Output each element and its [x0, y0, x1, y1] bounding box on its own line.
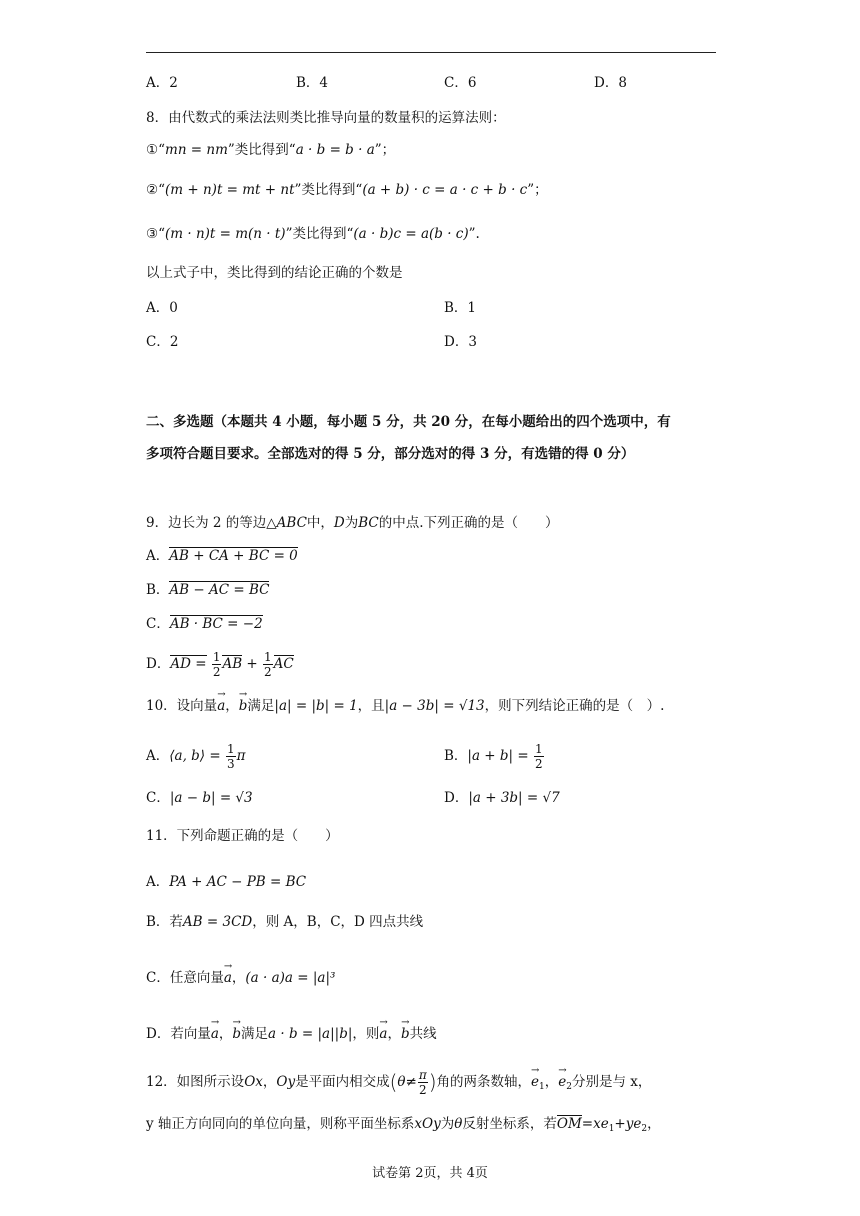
q9-stem-a: 9．边长为 2 的等边 — [146, 515, 267, 531]
q7-option-d: D．8 — [594, 75, 627, 91]
q8-item-1-a: ①“ — [146, 142, 166, 158]
q8-option-a: A．0 — [146, 300, 178, 316]
q9-option-d — [146, 650, 294, 679]
q8-item-2-a: ②“ — [146, 182, 166, 198]
q12-line-1 — [146, 1068, 651, 1097]
q10-option-a-label: A． — [146, 748, 170, 764]
section2-heading-line2: 多项符合题目要求。全部选对的得 5 分，部分选对的得 3 分，有选错的得 0 分） — [146, 446, 635, 462]
q11-option-d-expr: a · b = |a||b| — [268, 1026, 353, 1042]
q9-triangle: △ABC — [266, 515, 307, 531]
q10-option-c — [146, 788, 253, 808]
q9-stem — [146, 513, 559, 533]
q12-l2-xoy: xOy — [414, 1116, 441, 1132]
q12-l1-frac — [418, 1068, 428, 1097]
q10-option-d-expr: |a + 3b| = √7 — [468, 790, 560, 806]
q9-segment-bc: BC — [358, 515, 379, 531]
q9-option-d-plus: + — [246, 656, 258, 672]
q7-option-c: C．6 — [444, 75, 477, 91]
q10-stem-g: ，且 — [357, 698, 385, 714]
q10-option-d — [444, 788, 560, 808]
q11-option-c-comma: ， — [231, 970, 246, 986]
q8-item-2-algebra: (m + n)t = mt + nt — [165, 182, 295, 198]
q12-l1-e1: → e — [531, 1072, 539, 1092]
q10-stem-a: 10．设向量 — [146, 698, 218, 714]
q12-l2-om: OM — [556, 1116, 582, 1132]
section2-heading-line1: 二、多选题（本题共 4 小题，每小题 5 分，共 20 分，在每小题给出的四个选项中，有 — [146, 414, 671, 430]
q11-option-c-label: C．任意向量 — [146, 970, 224, 986]
q10-option-b-expr: |a + b| = — [467, 748, 529, 764]
q9-option-b-label: B． — [146, 582, 170, 598]
q12-l1-theta: θ — [397, 1074, 406, 1090]
q9-option-d-ac: AC — [273, 656, 294, 672]
frac-den: 2 — [264, 665, 272, 679]
q11-option-c — [146, 968, 335, 988]
q11-option-b-rest: ，则 A，B，C，D 四点共线 — [252, 914, 424, 930]
q12-l1-i: ， — [544, 1074, 559, 1090]
q8-item-2-c: ”类比得到“ — [294, 182, 363, 198]
q8-item-3 — [146, 224, 480, 244]
q8-item-3-e: ”. — [468, 226, 480, 242]
q11-option-a-label: A． — [146, 874, 170, 890]
q11-stem: 11．下列命题正确的是（ ） — [146, 828, 339, 844]
q12-l1-ox: Ox — [244, 1074, 263, 1090]
q9-option-c-label: C． — [146, 616, 170, 632]
q11-option-d-rest: ，则 — [352, 1026, 380, 1042]
q11-option-d-b: → b — [232, 1024, 241, 1044]
frac-num: 1 — [226, 742, 235, 756]
frac-den: 2 — [212, 665, 221, 679]
q12-l1-e: 是平面内相交成 — [295, 1074, 390, 1090]
q12-l1-neq: ≠ — [405, 1074, 417, 1090]
q12-line-2 — [146, 1114, 661, 1139]
q10-option-a-frac — [226, 742, 236, 771]
q10-vector-b: → b — [239, 696, 248, 716]
q12-l2-xe: xe — [593, 1116, 609, 1132]
q7-option-a: A．2 — [146, 75, 178, 91]
q12-l1-e2-sub: 2 — [566, 1082, 573, 1092]
q11-option-a — [146, 872, 306, 892]
q12-l1-e1-sub: 1 — [539, 1082, 545, 1092]
q10-option-a — [146, 742, 245, 771]
q10-option-c-label: C． — [146, 790, 170, 806]
q8-item-2-e: ”； — [527, 182, 548, 198]
q11-option-c-expr: (a · a)a = |a|³ — [245, 970, 336, 986]
q9-option-d-frac2 — [263, 650, 273, 679]
q12-l1-h: 角的两条数轴， — [436, 1074, 532, 1090]
q9-option-b — [146, 580, 269, 600]
q10-condition: |a − 3b| = √13 — [384, 698, 485, 714]
q8-item-1-vector: a · b = b · a — [295, 142, 375, 158]
header-rule — [146, 52, 716, 53]
q9-option-a-label: A． — [146, 548, 170, 564]
q10-stem-e: 满足 — [247, 698, 275, 714]
q9-option-a-expr: AB + CA + BC = 0 — [169, 548, 298, 564]
q12-l1-a: 12．如图所示设 — [146, 1074, 245, 1090]
q12-l2-eq: = — [581, 1116, 594, 1132]
q10-option-c-expr: |a − b| = √3 — [169, 790, 253, 806]
q8-item-2-vector: (a + b) · c = a · c + b · c — [362, 182, 528, 198]
q8-item-1-c: ”类比得到“ — [227, 142, 296, 158]
frac-den: 2 — [418, 1083, 427, 1097]
frac-num: 1 — [264, 650, 272, 664]
q11-option-a-expr: PA + AC − PB = BC — [169, 874, 307, 890]
q11-option-d-mid: 满足 — [241, 1026, 269, 1042]
q12-l1-j: 分别是与 x， — [572, 1074, 652, 1090]
q11-option-d-comma2: ， — [387, 1026, 401, 1042]
q9-option-c-expr: AB · BC = −2 — [169, 616, 263, 632]
q10-option-a-pi: π — [236, 748, 246, 764]
q8-item-3-c: ”类比得到“ — [285, 226, 354, 242]
q8-item-1 — [146, 140, 395, 160]
q11-option-b — [146, 912, 423, 932]
q9-option-a — [146, 546, 298, 566]
q11-option-d-a2: → a — [379, 1024, 387, 1044]
q10-option-b-frac — [534, 742, 544, 771]
q8-item-1-algebra: mn = nm — [165, 142, 228, 158]
q12-l2-sub2: 2 — [641, 1124, 648, 1134]
q8-item-1-e: ”； — [374, 142, 396, 158]
q8-item-3-a: ③“ — [146, 226, 166, 242]
q11-option-b-expr: AB = 3CD — [182, 914, 253, 930]
q11-option-d-label: D．若向量 — [146, 1026, 211, 1042]
q8-ask: 以上式子中，类比得到的结论正确的个数是 — [146, 265, 403, 281]
q9-option-b-expr: AB − AC = BC — [169, 582, 270, 598]
frac-num: 1 — [535, 742, 543, 756]
q11-option-d-b2: → b — [401, 1024, 410, 1044]
frac-num: 1 — [212, 650, 221, 664]
frac-den: 3 — [226, 757, 235, 771]
frac-den: 2 — [535, 757, 543, 771]
q12-l2-a: y 轴正方向同向的单位向量，则称平面坐标系 — [146, 1116, 415, 1132]
q12-l2-e: 反射坐标系，若 — [462, 1116, 557, 1132]
q12-l2-plus: + — [614, 1116, 626, 1132]
q12-l2-sub1: 1 — [608, 1124, 615, 1134]
q8-stem: 8．由代数式的乘法法则类比推导向量的数量积的运算法则： — [146, 110, 506, 126]
q12-l2-theta: θ — [454, 1116, 463, 1132]
q12-l1-oy: Oy — [276, 1074, 296, 1090]
q11-option-d-a: → a — [211, 1024, 219, 1044]
q9-option-c — [146, 614, 263, 634]
q9-stem-g: 的中点.下列正确的是（ ） — [378, 515, 559, 531]
q12-l1-c: ， — [262, 1074, 277, 1090]
q11-option-d — [146, 1024, 437, 1044]
q11-option-c-a: → a — [224, 968, 232, 988]
q10-stem-c: ， — [225, 698, 239, 714]
q9-stem-e: 为 — [344, 515, 359, 531]
page-footer: 试卷第 2页，共 4页 — [372, 1166, 488, 1181]
q9-option-d-label: D． — [146, 656, 171, 672]
q9-point-d: D — [333, 515, 345, 531]
q8-option-c: C．2 — [146, 334, 179, 350]
q10-stem-i: ，则下列结论正确的是（ ）. — [484, 698, 665, 714]
q10-option-a-expr: ⟨a, b⟩ = — [169, 748, 221, 764]
q10-stem — [146, 696, 664, 716]
q10-option-d-label: D． — [444, 790, 469, 806]
q12-l2-k: ， — [647, 1116, 661, 1132]
q8-item-3-algebra: (m · n)t = m(n · t) — [165, 226, 286, 242]
q8-option-d: D．3 — [444, 334, 477, 350]
q9-stem-c: 中， — [306, 515, 334, 531]
q11-option-d-end: 共线 — [409, 1026, 437, 1042]
q10-norms: |a| = |b| = 1 — [274, 698, 358, 714]
q12-l2-c: 为 — [440, 1116, 455, 1132]
q8-option-b: B．1 — [444, 300, 477, 316]
q9-option-d-lhs: AD = — [170, 656, 207, 672]
q11-option-d-comma: ， — [218, 1026, 233, 1042]
frac-num: π — [418, 1068, 427, 1082]
q8-item-3-vector: (a · b)c = a(b · c) — [353, 226, 469, 242]
q11-option-b-label: B．若 — [146, 914, 183, 930]
q8-item-2 — [146, 180, 548, 200]
q12-l2-ye: ye — [625, 1116, 642, 1132]
q12-l1-paren-open: ( — [389, 1070, 398, 1094]
q10-vector-a: → a — [217, 696, 225, 716]
q9-option-d-frac1 — [212, 650, 222, 679]
q12-l1-paren-close: ) — [428, 1070, 437, 1094]
q10-option-b — [444, 742, 545, 771]
q9-option-d-ab: AB — [222, 656, 243, 672]
q12-l1-e2: → e — [558, 1072, 566, 1092]
q10-option-b-label: B． — [444, 748, 468, 764]
q7-option-b: B．4 — [296, 75, 329, 91]
